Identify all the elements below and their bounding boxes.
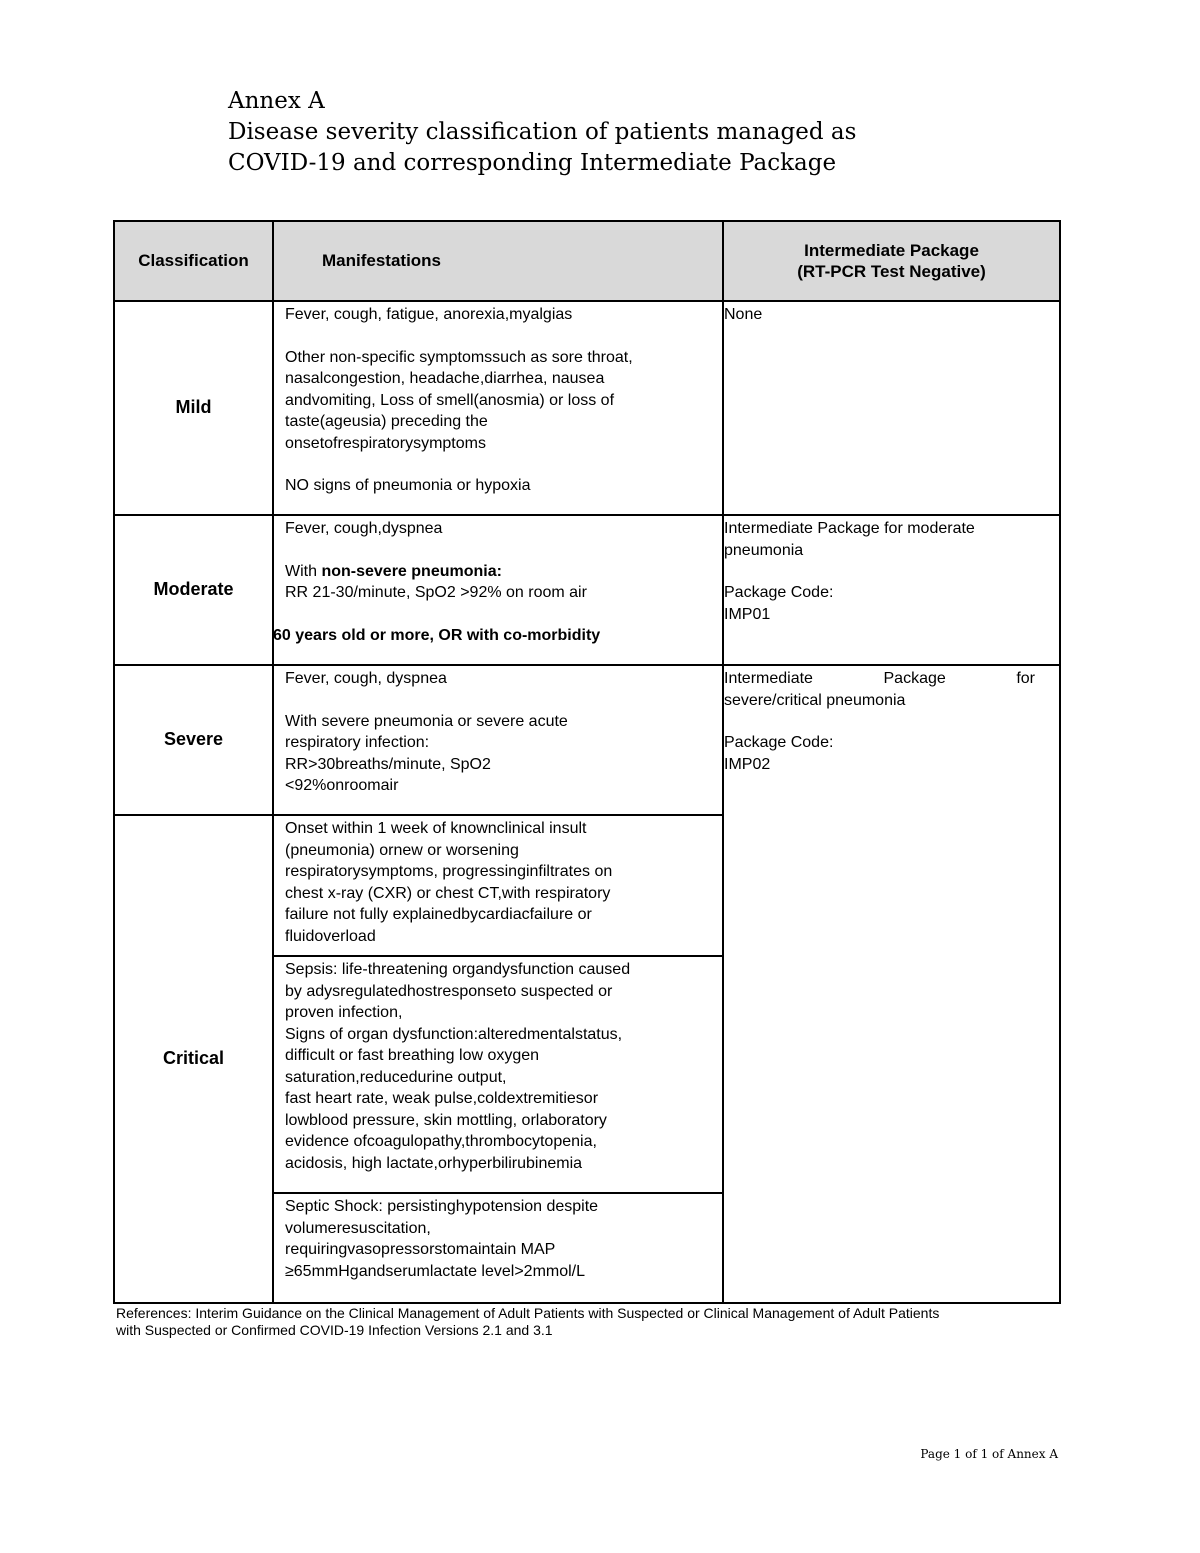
critical-sepsis-line-7: fast heart rate, weak pulse,coldextremitiesor: [285, 1090, 599, 1107]
manifestations-severe: [273, 665, 723, 815]
critical-sepsis: [273, 956, 723, 1193]
severe-code: IMP02: [724, 755, 771, 773]
critical-shock-line-2: volumeresuscitation,: [285, 1219, 431, 1237]
manifestations-mild: [273, 301, 723, 515]
table-row-moderate: [114, 515, 1060, 665]
critical-shock-line-4: ≥65mmHgandserumlactate level>2mmol/L: [285, 1262, 586, 1280]
critical-onset-line-1: Onset within 1 week of knownclinical insult: [285, 820, 587, 837]
table-row-mild: [114, 301, 1060, 515]
document-title: [228, 86, 856, 179]
critical-shock-line-3: requiringvasopressorstomaintain MAP: [285, 1241, 556, 1258]
references-line-1: References: Interim Guidance on the Clinical Management of Adult Patients with Suspected or Clinical Management of Adult Patients: [116, 1305, 940, 1321]
critical-sepsis-line-8: lowblood pressure, skin mottling, orlaboratory: [285, 1111, 607, 1129]
moderate-pneumonia: [285, 561, 716, 583]
severe-line-3: RR>30breaths/minute, SpO2: [285, 755, 491, 773]
mild-no-signs: NO signs of pneumonia or hypoxia: [285, 477, 531, 494]
severity-table: [113, 220, 1061, 1304]
title-line-2: Disease severity classification of patients managed as: [228, 119, 857, 145]
moderate-with: With: [285, 562, 322, 580]
moderate-code-label: Package Code:: [724, 584, 834, 601]
table-row-severe: [114, 665, 1060, 815]
critical-sepsis-line-10: acidosis, high lactate,orhyperbilirubinemia: [285, 1154, 583, 1172]
mild-other-line-4: taste(ageusia) preceding the: [285, 413, 488, 430]
package-none: None: [724, 306, 763, 323]
mild-other-line-2: nasalcongestion, headache,diarrhea, nausea: [285, 370, 605, 387]
moderate-non-severe: non-severe pneumonia:: [321, 562, 502, 580]
severe-package-line-1: Intermediate Package for: [724, 670, 1035, 687]
package-moderate: [723, 515, 1060, 665]
title-line-1: Annex A: [228, 88, 325, 114]
moderate-package-line-1: Intermediate Package for moderate: [724, 520, 975, 537]
severe-symptoms: Fever, cough, dyspnea: [285, 670, 447, 687]
classification-critical: Critical: [114, 815, 273, 1303]
severe-line-2: respiratory infection:: [285, 734, 430, 751]
moderate-rr: RR 21-30/minute, SpO2 >92% on room air: [285, 584, 587, 601]
header-package-line-1: Intermediate Package: [804, 240, 979, 260]
header-manifestations: Manifestations: [273, 221, 723, 301]
severe-package-line-2: severe/critical pneumonia: [724, 691, 906, 709]
classification-mild: Mild: [114, 301, 273, 515]
critical-sepsis-line-2: by adysregulatedhostresponseto suspected or: [285, 982, 613, 1000]
critical-sepsis-line-4: Signs of organ dysfunction:alteredmentalstatus,: [285, 1025, 623, 1043]
moderate-code: IMP01: [724, 605, 771, 623]
moderate-age: 60 years old or more, OR with co-morbidity: [273, 626, 601, 644]
title-line-3: COVID-19 and corresponding Intermediate Package: [228, 150, 837, 176]
severe-line-1: With severe pneumonia or severe acute: [285, 712, 568, 730]
references-line-2: with Suspected or Confirmed COVID-19 Infection Versions 2.1 and 3.1: [116, 1322, 553, 1338]
critical-septic-shock: [273, 1193, 723, 1303]
mild-other-line-1: Other non-specific symptomssuch as sore throat,: [285, 348, 633, 366]
critical-onset-line-5: failure not fully explainedbycardiacfailure or: [285, 906, 592, 923]
critical-sepsis-line-1: Sepsis: life-threatening organdysfunction caused: [285, 961, 631, 978]
mild-symptoms: Fever, cough, fatigue, anorexia,myalgias: [285, 306, 573, 323]
critical-sepsis-line-3: proven infection,: [285, 1004, 403, 1021]
classification-moderate: Moderate: [114, 515, 273, 665]
package-mild: [723, 301, 1060, 515]
critical-sepsis-line-9: evidence ofcoagulopathy,thrombocytopenia,: [285, 1133, 597, 1150]
critical-onset: [273, 815, 723, 956]
header-package: [723, 221, 1060, 301]
critical-onset-line-2: (pneumonia) ornew or worsening: [285, 841, 519, 859]
severe-line-4: <92%onroomair: [285, 777, 399, 794]
header-classification: Classification: [114, 221, 273, 301]
table-header-row: [114, 221, 1060, 301]
critical-shock-line-1: Septic Shock: persistinghypotension despite: [285, 1198, 599, 1215]
mild-other-line-3: andvomiting, Loss of smell(anosmia) or loss of: [285, 391, 615, 409]
mild-other-line-5: onsetofrespiratorysymptoms: [285, 434, 486, 452]
page-footer: Page 1 of 1 of Annex A: [920, 1447, 1058, 1461]
classification-severe: Severe: [114, 665, 273, 815]
critical-sepsis-line-5: difficult or fast breathing low oxygen: [285, 1047, 540, 1064]
references: [116, 1305, 1066, 1339]
critical-sepsis-line-6: saturation,reducedurine output,: [285, 1068, 507, 1086]
critical-onset-line-6: fluidoverload: [285, 927, 376, 945]
critical-onset-line-4: chest x-ray (CXR) or chest CT,with respiratory: [285, 884, 611, 902]
moderate-symptoms: Fever, cough,dyspnea: [285, 520, 443, 537]
manifestations-moderate: [273, 515, 723, 665]
severe-code-label: Package Code:: [724, 734, 834, 751]
moderate-package-line-2: pneumonia: [724, 541, 804, 559]
package-severe-critical: [723, 665, 1060, 1303]
critical-onset-line-3: respiratorysymptoms, progressinginfiltrates on: [285, 863, 613, 880]
header-package-line-2: (RT-PCR Test Negative): [797, 262, 986, 281]
